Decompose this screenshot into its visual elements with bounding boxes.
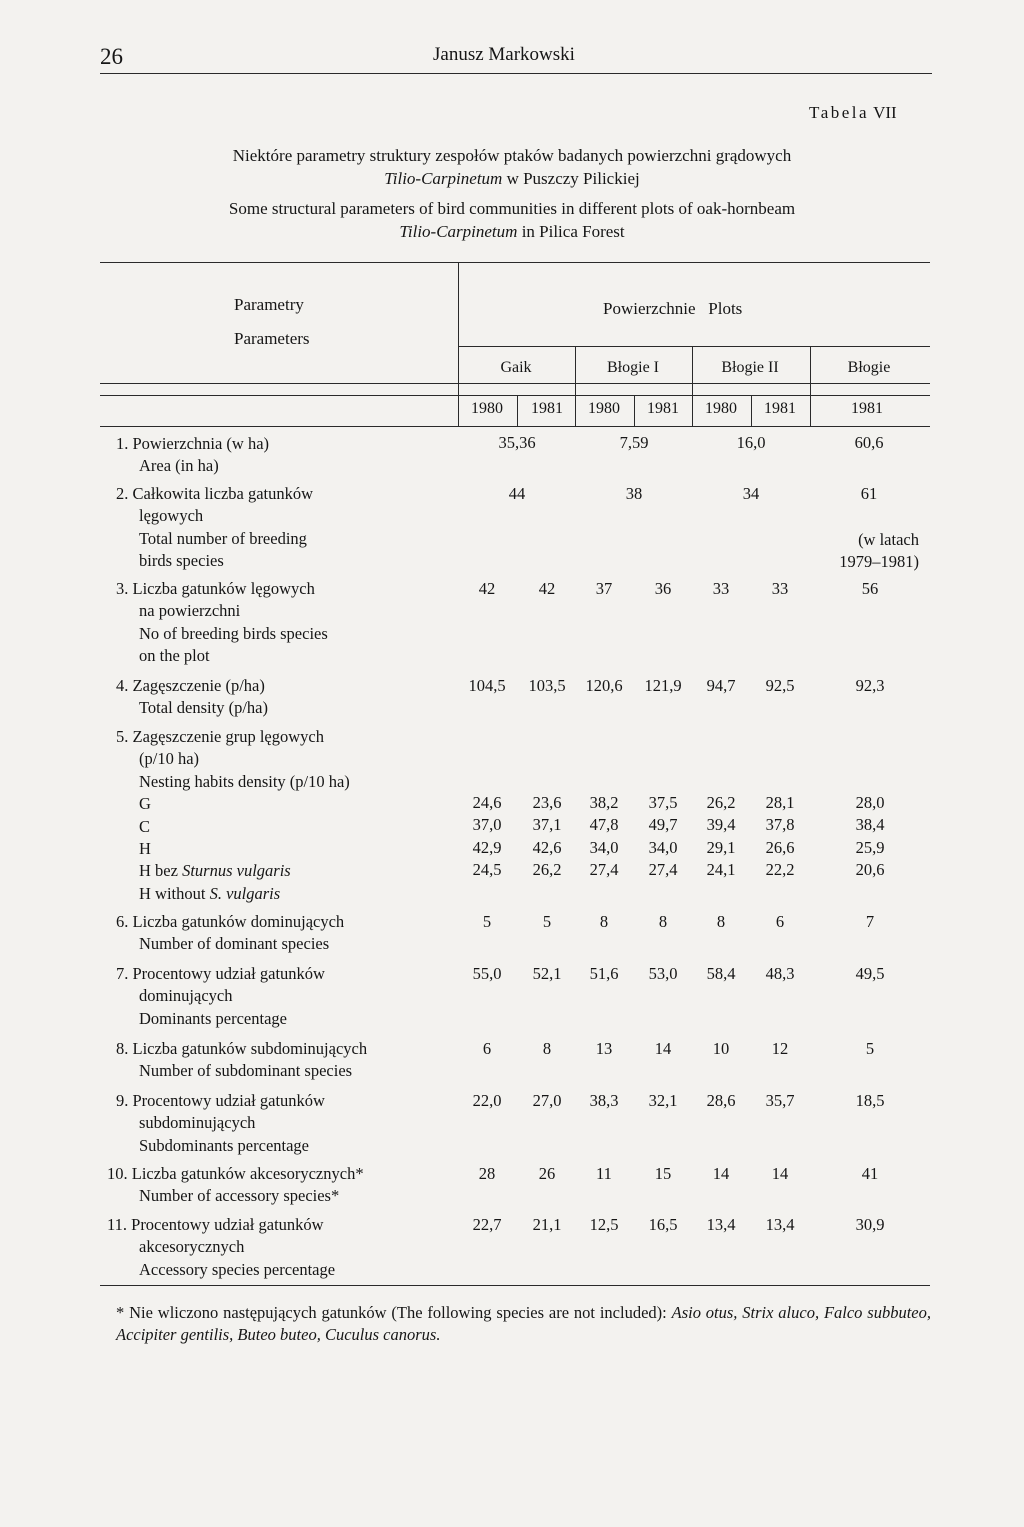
table-cell: 28,6	[706, 1091, 736, 1110]
table-cell: 33	[771, 579, 789, 598]
table-cell: 24,1	[706, 860, 736, 879]
table-cell: 22,2	[765, 860, 795, 879]
taxon-italic: S. vulgaris	[209, 883, 281, 903]
table-row-label	[116, 433, 269, 478]
table-cell: 14	[654, 1039, 672, 1058]
table-cell: 49,7	[648, 815, 678, 834]
table-cell: 27,4	[589, 860, 619, 879]
row-label-line: on the plot	[139, 646, 210, 666]
header-bottom-rule	[100, 426, 930, 427]
row-label-line: lęgowych	[139, 506, 204, 526]
table-row-label	[116, 726, 350, 905]
table-cell: 92,3	[855, 676, 885, 695]
table-cell: 28,1	[765, 793, 795, 812]
table-cell: 7	[865, 912, 875, 931]
row-label-line: Number of accessory species*	[139, 1186, 340, 1206]
table-cell: 22,7	[472, 1215, 502, 1234]
table-cell-note	[823, 529, 919, 574]
table-cell: 41	[861, 1164, 879, 1183]
taxon-italic: Tilio-Carpinetum	[399, 222, 518, 241]
row-label-line: 11. Procentowy udział gatunków	[107, 1215, 324, 1234]
table-cell: 32,1	[648, 1091, 678, 1110]
table-cell: 8	[716, 912, 726, 931]
table-cell: 60,6	[854, 433, 884, 452]
header-divider-rule	[100, 383, 930, 384]
table-cell: 21,1	[532, 1215, 562, 1234]
table-cell: 49,5	[855, 964, 885, 983]
plot-header-gaik: Gaik	[500, 359, 532, 376]
table-row-label	[116, 578, 328, 668]
table-cell: 13	[595, 1039, 613, 1058]
table-cell: 16,5	[648, 1215, 678, 1234]
row-label-line: Subdominants percentage	[139, 1135, 309, 1155]
table-row-label	[116, 963, 325, 1030]
table-cell: 6	[775, 912, 785, 931]
taxon-italic: Tilio-Carpinetum	[384, 169, 503, 188]
table-cell: 24,6	[472, 793, 502, 812]
table-row-label	[107, 1214, 335, 1281]
year-header: 1981	[851, 400, 883, 417]
table-cell: 22,0	[472, 1091, 502, 1110]
table-cell: 38,4	[855, 815, 885, 834]
table-cell: 26,2	[532, 860, 562, 879]
table-cell: 120,6	[585, 676, 623, 695]
row-label-line: No of breeding birds species	[139, 623, 328, 643]
header-divider-rule	[100, 395, 930, 396]
table-cell: 37,8	[765, 815, 795, 834]
plot-header-blogie: Błogie	[847, 359, 891, 376]
table-cell: 47,8	[589, 815, 619, 834]
table-cell: 58,4	[706, 964, 736, 983]
table-cell: 53,0	[648, 964, 678, 983]
table-cell: 38	[625, 484, 643, 503]
row-label-line	[116, 860, 350, 882]
table-cell: 34,0	[589, 838, 619, 857]
table-cell: 42	[538, 579, 556, 598]
table-cell: 33	[712, 579, 730, 598]
table-cell: 52,1	[532, 964, 562, 983]
table-row-label	[116, 911, 344, 956]
table-cell: 42,9	[472, 838, 502, 857]
table-cell: 14	[771, 1164, 789, 1183]
year-header: 1980	[471, 400, 503, 417]
running-header-author: Janusz Markowski	[433, 44, 575, 65]
plot-header-blogie-1: Błogie I	[607, 359, 659, 376]
table-cell: 26	[538, 1164, 556, 1183]
table-row-label	[116, 675, 268, 720]
table-cell: 37,5	[648, 793, 678, 812]
table-cell: 18,5	[855, 1091, 885, 1110]
table-row-label	[107, 1163, 364, 1208]
table-cell: 27,4	[648, 860, 678, 879]
row-label-line: 4. Zagęszczenie (p/ha)	[116, 676, 265, 695]
row-label-line: 5. Zagęszczenie grup lęgowych	[116, 727, 324, 746]
table-title-pl-2	[0, 169, 1024, 189]
table-cell: 24,5	[472, 860, 502, 879]
table-label-roman: VII	[873, 103, 897, 122]
table-bottom-rule	[100, 1285, 930, 1286]
row-label-line: birds species	[139, 551, 224, 571]
row-label-line: Total density (p/ha)	[139, 698, 268, 718]
table-cell: 121,9	[644, 676, 682, 695]
year-header: 1980	[705, 400, 737, 417]
page-number: 26	[100, 44, 123, 69]
table-cell: 20,6	[855, 860, 885, 879]
table-title-en-2	[0, 222, 1024, 242]
table-top-rule	[100, 262, 930, 263]
table-row-label	[116, 483, 313, 573]
table-cell: 48,3	[765, 964, 795, 983]
table-cell: 8	[599, 912, 609, 931]
row-label-line: Nesting habits density (p/10 ha)	[139, 771, 350, 791]
table-cell: 51,6	[589, 964, 619, 983]
table-cell: 36	[654, 579, 672, 598]
param-header-en: Parameters	[234, 329, 310, 348]
table-cell: 42	[478, 579, 496, 598]
row-label-line: 7. Procentowy udział gatunków	[116, 964, 325, 983]
table-title-en-1: Some structural parameters of bird communities in different plots of oak-hornbeam	[228, 199, 796, 218]
row-label-line: Dominants percentage	[139, 1008, 287, 1028]
header-divider-rule	[459, 346, 930, 347]
row-label-line: 6. Liczba gatunków dominujących	[116, 912, 345, 931]
table-cell: 37,1	[532, 815, 562, 834]
footnote	[116, 1302, 931, 1346]
table-label-word: Tabela	[809, 103, 870, 122]
table-cell: 37	[595, 579, 613, 598]
note-line: (w latach	[858, 530, 919, 549]
param-header-pl: Parametry	[234, 295, 304, 314]
title-text: w Puszczy Pilickiej	[502, 169, 640, 188]
row-label-line: na powierzchni	[139, 601, 241, 621]
table-cell: 94,7	[706, 676, 736, 695]
row-label-line: 10. Liczba gatunków akcesorycznych*	[107, 1164, 364, 1183]
table-cell: 104,5	[468, 676, 506, 695]
table-cell: 8	[658, 912, 668, 931]
table-row-label	[116, 1090, 325, 1157]
table-cell: 35,36	[498, 433, 536, 452]
row-label-line: subdominujących	[139, 1113, 256, 1133]
table-label	[809, 103, 897, 123]
row-label-line: Number of subdominant species	[139, 1061, 353, 1081]
table-cell: 55,0	[472, 964, 502, 983]
table-cell: 42,6	[532, 838, 562, 857]
year-header: 1980	[588, 400, 620, 417]
year-header: 1981	[531, 400, 563, 417]
table-cell: 28	[478, 1164, 496, 1183]
table-cell: 34	[742, 484, 760, 503]
table-cell: 14	[712, 1164, 730, 1183]
plot-header-blogie-2: Błogie II	[721, 359, 779, 376]
row-label-line: 3. Liczba gatunków lęgowych	[116, 579, 315, 598]
table-cell: 12	[771, 1039, 789, 1058]
row-label-line: 9. Procentowy udział gatunków	[116, 1091, 325, 1110]
table-cell: 7,59	[619, 433, 649, 452]
table-cell: 26,2	[706, 793, 736, 812]
table-cell: 56	[861, 579, 879, 598]
row-label-line: C	[139, 816, 151, 836]
table-cell: 30,9	[855, 1215, 885, 1234]
row-label-line: Total number of breeding	[139, 528, 307, 548]
table-cell: 10	[712, 1039, 730, 1058]
table-cell: 44	[508, 484, 526, 503]
label-text: H without	[139, 883, 210, 903]
table-cell: 38,3	[589, 1091, 619, 1110]
table-cell: 26,6	[765, 838, 795, 857]
table-cell: 35,7	[765, 1091, 795, 1110]
note-line: 1979–1981)	[839, 552, 919, 572]
table-cell: 38,2	[589, 793, 619, 812]
row-label-line: 8. Liczba gatunków subdominujących	[116, 1039, 368, 1058]
row-label-line: akcesorycznych	[139, 1237, 245, 1257]
table-cell: 13,4	[765, 1215, 795, 1234]
table-cell: 15	[654, 1164, 672, 1183]
plots-group-header: Powierzchnie Plots	[603, 299, 743, 318]
year-header: 1981	[647, 400, 679, 417]
table-cell: 34,0	[648, 838, 678, 857]
table-cell: 5	[865, 1039, 875, 1058]
table-cell: 8	[542, 1039, 552, 1058]
table-cell: 103,5	[528, 676, 566, 695]
row-label-line: 1. Powierzchnia (w ha)	[116, 434, 270, 453]
table-cell: 92,5	[765, 676, 795, 695]
row-label-line: Number of dominant species	[139, 934, 330, 954]
table-cell: 39,4	[706, 815, 736, 834]
table-cell: 61	[860, 484, 878, 503]
table-cell: 5	[482, 912, 492, 931]
label-text: H bez	[139, 861, 183, 881]
footnote-species: Asio otus, Strix aluco, Falco subbuteo, Accipiter gentilis, Buteo buteo, Cuculus canorus.	[116, 1303, 931, 1344]
row-label-line: 2. Całkowita liczba gatunków	[116, 484, 314, 503]
row-label-line: Area (in ha)	[139, 456, 219, 476]
table-cell: 16,0	[736, 433, 766, 452]
row-label-line: dominujących	[139, 986, 233, 1006]
table-cell: 5	[542, 912, 552, 931]
row-label-line: G	[139, 794, 151, 814]
table-cell: 6	[482, 1039, 492, 1058]
table-row-label	[116, 1038, 367, 1083]
table-cell: 28,0	[855, 793, 885, 812]
table-cell: 25,9	[855, 838, 885, 857]
table-cell: 11	[596, 1164, 612, 1183]
table-cell: 23,6	[532, 793, 562, 812]
table-cell: 29,1	[706, 838, 736, 857]
row-label-line: H	[139, 839, 151, 859]
table-cell: 12,5	[589, 1215, 619, 1234]
table-cell: 37,0	[472, 815, 502, 834]
row-label-line: (p/10 ha)	[139, 749, 200, 769]
table-cell: 13,4	[706, 1215, 736, 1234]
table-cell: 27,0	[532, 1091, 562, 1110]
footnote-text: * Nie wliczono następujących gatunków (The following species are not included):	[116, 1303, 672, 1322]
header-rule	[100, 73, 932, 74]
row-label-line	[116, 883, 350, 905]
row-label-line: Accessory species percentage	[139, 1259, 336, 1279]
taxon-italic: Sturnus vulgaris	[182, 861, 291, 881]
year-header: 1981	[764, 400, 796, 417]
table-title-pl-1: Niektóre parametry struktury zespołów ptaków badanych powierzchni grądowych	[232, 146, 792, 165]
title-text: in Pilica Forest	[517, 222, 625, 241]
